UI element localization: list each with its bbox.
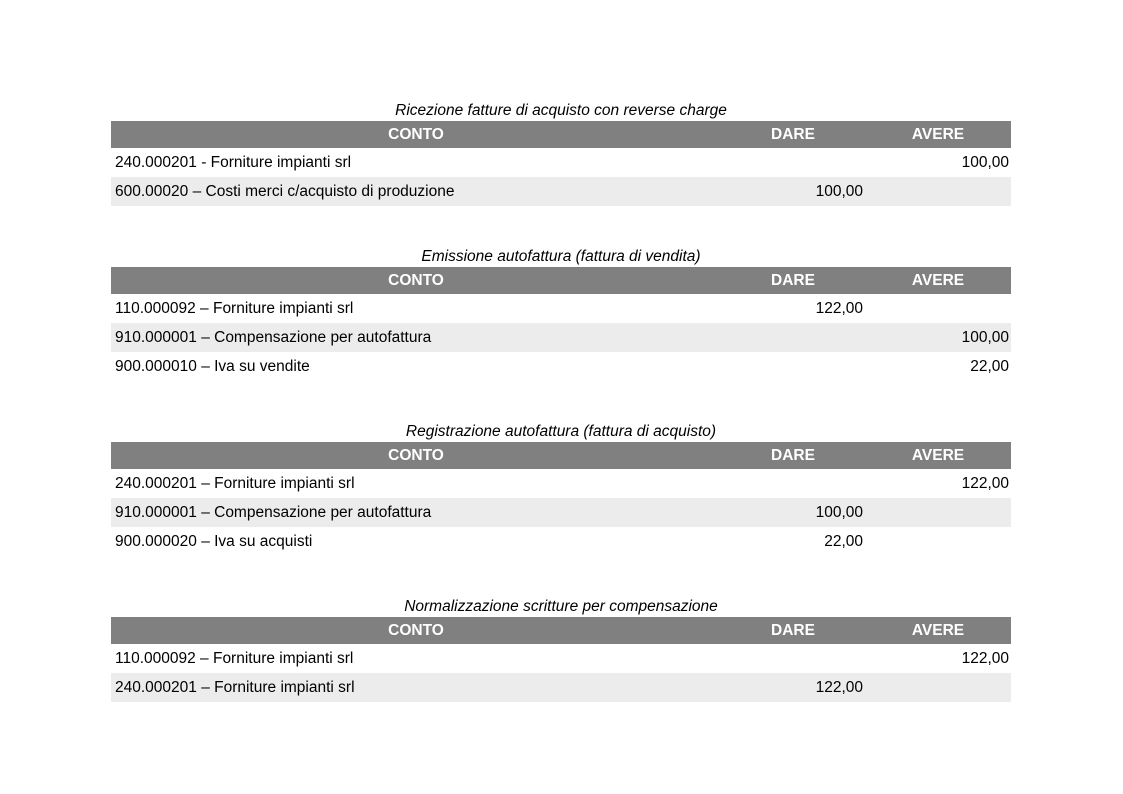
document-page xyxy=(111,100,1011,742)
column-header-dare: DARE xyxy=(721,617,865,644)
cell-dare: 100,00 xyxy=(815,182,863,200)
cell-conto: 910.000001 – Compensazione per autofattura xyxy=(115,503,432,521)
cell-dare: 122,00 xyxy=(815,299,863,317)
column-header-avere: AVERE xyxy=(865,267,1011,294)
cell-dare xyxy=(721,352,865,381)
journal-table xyxy=(111,442,1011,556)
cell-conto: 240.000201 – Forniture impianti srl xyxy=(115,474,355,492)
table-row xyxy=(111,498,1011,527)
column-header-dare: DARE xyxy=(721,121,865,148)
cell-conto: 110.000092 – Forniture impianti srl xyxy=(115,649,354,667)
cell-conto: 110.000092 – Forniture impianti srl xyxy=(115,299,354,317)
cell-avere: 122,00 xyxy=(961,649,1009,667)
section-title: Emissione autofattura (fattura di vendita) xyxy=(421,248,701,265)
section-normalizzazione-scritture xyxy=(111,596,1011,702)
cell-avere xyxy=(865,294,1011,323)
cell-conto: 240.000201 - Forniture impianti srl xyxy=(115,153,352,171)
cell-conto: 910.000001 – Compensazione per autofattura xyxy=(115,328,432,346)
cell-dare xyxy=(721,644,865,673)
column-header-conto: CONTO xyxy=(111,442,721,469)
cell-dare xyxy=(721,323,865,352)
journal-table xyxy=(111,617,1011,702)
table-row xyxy=(111,323,1011,352)
section-registrazione-autofattura xyxy=(111,421,1011,556)
column-header-conto: CONTO xyxy=(111,121,721,148)
table-row xyxy=(111,527,1011,556)
table-row xyxy=(111,673,1011,702)
table-row xyxy=(111,469,1011,498)
cell-avere xyxy=(865,673,1011,702)
cell-conto: 900.000020 – Iva su acquisti xyxy=(115,532,313,550)
cell-dare xyxy=(721,469,865,498)
cell-dare: 22,00 xyxy=(824,532,863,550)
table-row xyxy=(111,294,1011,323)
column-header-conto: CONTO xyxy=(111,267,721,294)
table-header-row xyxy=(111,267,1011,294)
table-header-row xyxy=(111,121,1011,148)
journal-table xyxy=(111,121,1011,206)
cell-dare xyxy=(721,148,865,177)
column-header-dare: DARE xyxy=(721,267,865,294)
cell-avere: 100,00 xyxy=(961,328,1009,346)
journal-table xyxy=(111,267,1011,381)
cell-avere: 100,00 xyxy=(961,153,1009,171)
column-header-dare: DARE xyxy=(721,442,865,469)
section-ricezione-fatture xyxy=(111,100,1011,206)
cell-conto: 240.000201 – Forniture impianti srl xyxy=(115,678,355,696)
table-header-row xyxy=(111,442,1011,469)
table-row xyxy=(111,148,1011,177)
section-emissione-autofattura xyxy=(111,246,1011,381)
cell-avere xyxy=(865,177,1011,206)
section-title: Normalizzazione scritture per compensazione xyxy=(404,598,718,615)
column-header-conto: CONTO xyxy=(111,617,721,644)
table-row xyxy=(111,644,1011,673)
column-header-avere: AVERE xyxy=(865,121,1011,148)
cell-conto: 600.00020 – Costi merci c/acquisto di produzione xyxy=(115,182,455,200)
table-header-row xyxy=(111,617,1011,644)
section-title: Registrazione autofattura (fattura di acquisto) xyxy=(405,423,717,440)
table-row xyxy=(111,177,1011,206)
section-title: Ricezione fatture di acquisto con reverse charge xyxy=(395,102,727,119)
cell-dare: 122,00 xyxy=(815,678,863,696)
cell-avere xyxy=(865,498,1011,527)
cell-conto: 900.000010 – Iva su vendite xyxy=(115,357,310,375)
column-header-avere: AVERE xyxy=(865,617,1011,644)
cell-avere: 122,00 xyxy=(961,474,1009,492)
cell-dare: 100,00 xyxy=(815,503,863,521)
table-row xyxy=(111,352,1011,381)
cell-avere xyxy=(865,527,1011,556)
column-header-avere: AVERE xyxy=(865,442,1011,469)
cell-avere: 22,00 xyxy=(970,357,1009,375)
